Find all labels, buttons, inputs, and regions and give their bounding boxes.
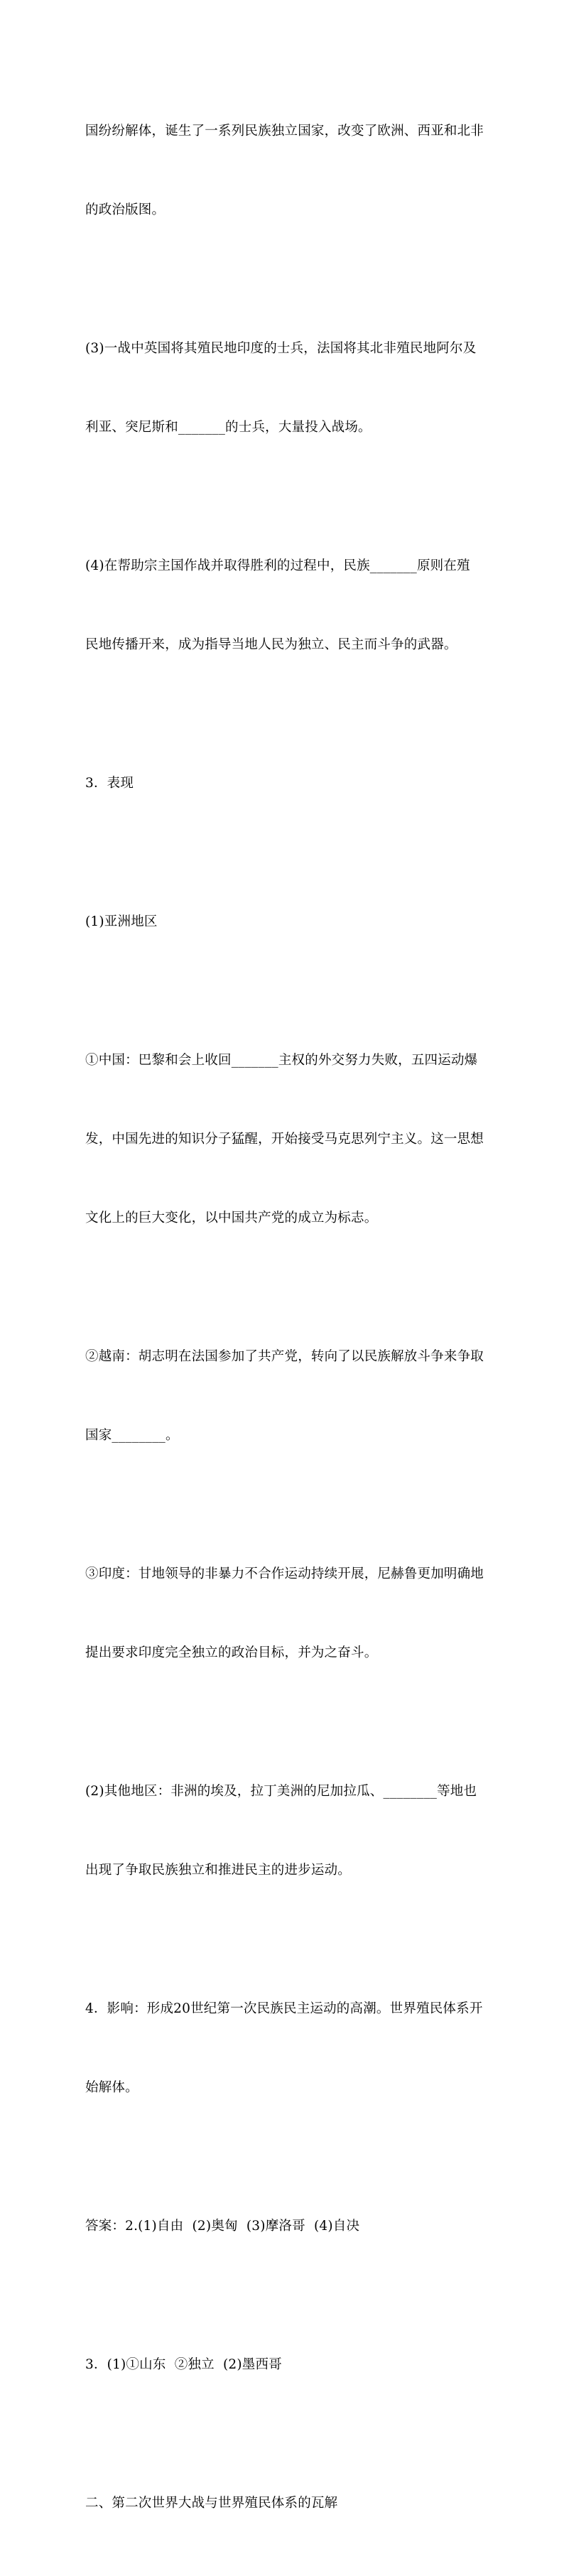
text-line: 3．(1)①山东 ②独立 (2)墨西哥 bbox=[85, 2357, 282, 2372]
text-line: 民地传播开来，成为指导当地人民为独立、民主而斗争的武器。 bbox=[85, 637, 457, 652]
paragraph-impact bbox=[85, 1943, 483, 2153]
text-line: ①中国：巴黎和会上收回_______主权的外交努力失败，五四运动爆 bbox=[85, 1053, 478, 1068]
paragraph-item-4 bbox=[85, 500, 483, 710]
paragraph-china bbox=[85, 995, 483, 1284]
text-line: 国纷纷解体，诞生了一系列民族独立国家，改变了欧洲、西亚和北非 bbox=[85, 124, 484, 139]
section-heading-performance bbox=[85, 718, 483, 849]
text-line: 答案：2.(1)自由 (2)奥匈 (3)摩洛哥 (4)自决 bbox=[85, 2219, 360, 2234]
text-line: ③印度：甘地领导的非暴力不合作运动持续开展，尼赫鲁更加明确地 bbox=[85, 1566, 484, 1581]
answer-line-1 bbox=[85, 2160, 483, 2292]
text-line: 国家________。 bbox=[85, 1428, 179, 1443]
text-line: 二、第二次世界大战与世界殖民体系的瓦解 bbox=[85, 2496, 338, 2511]
paragraph-item-3 bbox=[85, 283, 483, 493]
document-page bbox=[85, 65, 483, 2576]
text-line: ②越南：胡志明在法国参加了共产党，转向了以民族解放斗争来争取 bbox=[85, 1349, 484, 1364]
text-line: (3)一战中英国将其殖民地印度的士兵，法国将其北非殖民地阿尔及 bbox=[85, 341, 477, 356]
text-line: (2)其他地区：非洲的埃及，拉丁美洲的尼加拉瓜、________等地也 bbox=[85, 1784, 477, 1799]
text-line: 出现了争取民族独立和推进民主的进步运动。 bbox=[85, 1863, 352, 1878]
text-line: 提出要求印度完全独立的政治目标，并为之奋斗。 bbox=[85, 1645, 378, 1660]
text-line: (1)亚洲地区 bbox=[85, 914, 158, 929]
text-line: 文化上的巨大变化，以中国共产党的成立为标志。 bbox=[85, 1211, 378, 1225]
paragraph-vietnam bbox=[85, 1291, 483, 1501]
section-heading-ww2 bbox=[85, 2437, 483, 2569]
subheading-asia bbox=[85, 856, 483, 987]
text-line: 的政治版图。 bbox=[85, 202, 166, 217]
text-line: 发，中国先进的知识分子猛醒，开始接受马克思列宁主义。这一思想 bbox=[85, 1132, 484, 1147]
paragraph-other-regions bbox=[85, 1726, 483, 1936]
text-line: 利亚、突尼斯和_______的士兵，大量投入战场。 bbox=[85, 420, 372, 435]
text-line: (4)在帮助宗主国作战并取得胜利的过程中，民族_______原则在殖 bbox=[85, 558, 470, 573]
text-line: 3．表现 bbox=[85, 776, 134, 791]
text-line: 始解体。 bbox=[85, 2080, 139, 2095]
paragraph-continuation bbox=[85, 65, 483, 276]
answer-line-2 bbox=[85, 2299, 483, 2430]
paragraph-india bbox=[85, 1508, 483, 1719]
text-line: 4．影响：形成20世纪第一次民族民主运动的高潮。世界殖民体系开 bbox=[85, 2001, 483, 2016]
